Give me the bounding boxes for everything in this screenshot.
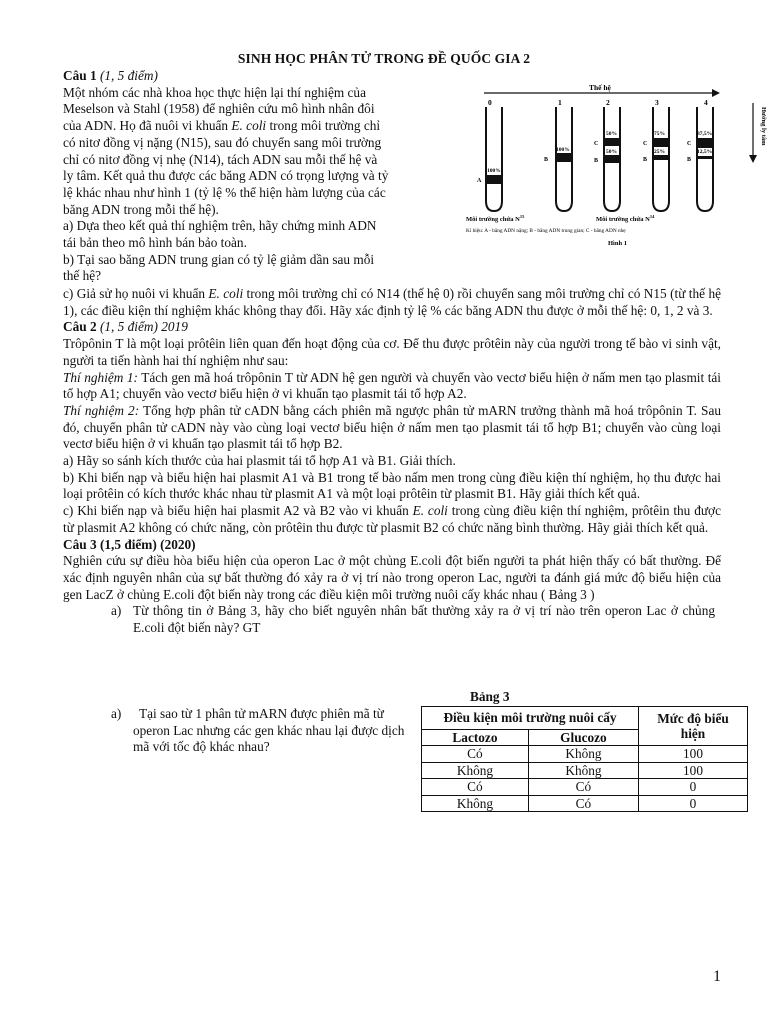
table-row	[422, 779, 748, 796]
q1-part-c: c) Giả sử họ nuôi vi khuẩn E. coli trong môi trường chỉ có N14 (thế hệ 0) rồi chuyển sang môi trường chỉ có N15 (từ thế hệ 1), các điều kiện thí nghiệm khác không thay đổi. Hãy xác định tỷ lệ % các băng ADN thu được ở mỗi thế hệ: 0, 1, 2 và 3.	[63, 286, 721, 318]
band-percent: 12,5%	[697, 149, 713, 155]
q1-part-b: b) Tại sao băng ADN trung gian có tỷ lệ giảm dần sau mỗi	[63, 251, 375, 267]
table-col-glucozo: Glucozo	[528, 729, 638, 746]
q1-intro-line: Meselson và Stahl (1958) để nghiên cứu mô hình nhân đôi	[63, 101, 375, 117]
band-percent: 50%	[606, 149, 617, 155]
q3-item-2: a) Tại sao từ 1 phân tử mARN được phiên mã từ operon Lac nhưng các gen khác nhau lại được dịch mã với tốc độ khác nhau?	[111, 706, 405, 755]
figure-caption: Hình 1	[608, 240, 627, 247]
q1-intro-line: lệ khác nhau như hình 1 (tỷ lệ % thể hiện hàm lượng của các	[63, 184, 386, 200]
table-row	[422, 746, 748, 763]
band-letter: B	[544, 157, 549, 163]
figure-legend: Kí hiệu: A - băng ADN nặng; B - băng ADN trung gian; C - băng ADN nhẹ	[466, 228, 626, 234]
q1-part-b: thế hệ?	[63, 268, 102, 284]
q2-part-c: c) Khi biến nạp và biểu hiện hai plasmit A2 và B2 vào vi khuẩn E. coli trong cùng điều kiện thí nghiệm, prôtêin thu được từ plasmit A2 không có chức năng, còn prôtêin thu được từ plasmit B2 có chức năng bình thường. Hãy giải thích kết quả.	[63, 503, 721, 535]
table-cell: Có	[422, 779, 529, 796]
env-n14-label: Môi trường chứa $N^{14}$	[596, 214, 655, 223]
gen-number: 3	[655, 98, 659, 107]
q1-intro-line: băng ADN trong mỗi thế hệ).	[63, 201, 219, 217]
table-cell: 100	[639, 746, 748, 763]
table-cell: 100	[639, 762, 748, 779]
page-title: SINH HỌC PHÂN TỬ TRONG ĐỀ QUỐC GIA 2	[237, 51, 531, 66]
gen-number: 4	[704, 98, 708, 107]
page-number: 1	[713, 968, 721, 985]
band-percent: 75%	[654, 131, 665, 137]
table-cell: Không	[422, 762, 529, 779]
table-col-lactozo: Lactozo	[422, 729, 529, 746]
table-cell: 0	[639, 795, 748, 812]
tube-gen-0	[477, 107, 502, 211]
q1-points: (1, 5 điểm)	[99, 68, 158, 83]
q2-experiment-1: Thí nghiệm 1: Tách gen mã hoá trôpônin T từ ADN hệ gen người và chuyển vào vectơ biểu hiện ở nấm men tạo plasmit tái tổ hợp A1; chuyển vào vectơ biểu hiện ở vi khuẩn tạo plasmit tái tổ hợp A2.	[63, 369, 721, 402]
table-cell: Có	[422, 746, 529, 763]
table-cell: 0	[639, 779, 748, 796]
figure-1	[466, 83, 767, 253]
table-cell: Có	[528, 779, 638, 796]
table-3	[421, 706, 748, 812]
tube-gen-1	[544, 107, 572, 211]
table-cell: Không	[422, 795, 529, 812]
q2-part-a: a) Hãy so sánh kích thước của hai plasmit tái tổ hợp A1 và B1. Giải thích.	[63, 453, 456, 469]
q3-intro: Nghiên cứu sự điều hòa biểu hiện của operon Lac ở một chủng E.coli đột biến người ta phát hiện thấy có bất thường. Để xác định nguyên nhân của sự bất thường đó xảy ra ở vị trí nào trong operon Lac, người ta đánh giá mức độ biểu hiện của gen LacZ ở chủng E.coli đột biến này trong các điều kiện môi trường nuôi cấy khác nhau ( Bảng 3 )	[63, 553, 721, 602]
q1-intro-line: ly tâm. Kết quả thu được các băng ADN có trọng lượng và tỷ	[63, 168, 389, 184]
q2-part-b: b) Khi biến nạp và biểu hiện hai plasmit A1 và B1 trong tế bào nấm men trong cùng điều kiện thí nghiệm, họ thu được hai loại prôtêin có kích thước khác nhau từ plasmit A1 và một loại prôtêin từ plasmit B1. Hãy giải thích kết quả.	[63, 469, 721, 502]
band-letter: C	[643, 141, 648, 147]
band-letter: B	[594, 158, 599, 164]
q2-experiment-2: Thí nghiệm 2: Tổng hợp phân tử cADN bằng cách phiên mã ngược phân tử mARN trưởng thành mã hoá trôpônin T. Sau đó, chuyển phân tử cADN này vào cùng loại vectơ biểu hiện ở nấm men tạo plasmit tái tổ hợp B1; chuyển vào cùng loại vectơ biểu hiện ở vi khuẩn tạo plasmit tái tổ hợp B2.	[63, 402, 721, 452]
band-letter: B	[643, 157, 648, 163]
q3-item-1: a) Từ thông tin ở Bảng 3, hãy cho biết nguyên nhân bất thường xảy ra ở vị trí nào trên operon Lac ở chủng E.coli đột biến này? GT	[111, 603, 715, 636]
table-cell: Không	[528, 746, 638, 763]
table-cell: Có	[528, 795, 638, 812]
table-row	[422, 795, 748, 812]
env-n15-label: Môi trường chứa $N^{15}$	[466, 214, 525, 223]
band-letter: A	[477, 178, 482, 184]
band-percent: 87,5%	[697, 131, 713, 137]
band-percent: 50%	[606, 131, 617, 137]
question-1-c-and-2	[63, 286, 721, 637]
q2-intro: Trôpônin T là một loại prôtêin liên quan đến hoạt động của cơ. Để thu được prôtêin này của người trong tế bào vi sinh vật, người ta tiến hành hai thí nghiệm như sau:	[63, 336, 721, 368]
q3-heading: Câu 3 (1,5 điểm) (2020)	[63, 536, 196, 552]
q2-heading: Câu 2	[63, 319, 97, 335]
gen-number: 1	[558, 98, 562, 107]
table-cell: Không	[528, 762, 638, 779]
band-letter: C	[687, 141, 692, 147]
question-1	[63, 68, 463, 285]
q1-part-a: tái bản theo mô hình bán bảo toàn.	[63, 235, 247, 251]
q1-intro-line: của ADN. Họ đã nuôi vi khuẩn E. coli trong môi trường chỉ	[63, 118, 381, 134]
generation-label: Thế hệ	[589, 83, 611, 92]
q1-intro-line: Một nhóm các nhà khoa học thực hiện lại thí nghiệm của	[63, 84, 366, 100]
band-letter: C	[594, 141, 599, 147]
q1-intro-line: chỉ có nitơ đồng vị nhẹ (N14), tách ADN sau mỗi thế hệ và	[63, 151, 378, 167]
gen-number: 0	[488, 98, 492, 107]
q2-points: (1, 5 điểm) 2019	[99, 319, 188, 335]
tube-gen-4	[687, 107, 713, 211]
q1-heading: Câu 1	[63, 68, 97, 83]
table-group-header: Điều kiện môi trường nuôi cấy	[422, 707, 639, 730]
tube-gen-2	[594, 107, 620, 211]
band-percent: 100%	[556, 147, 570, 153]
q1-intro-line: có nitơ đồng vị nặng (N15), sau đó chuyển sang môi trường	[63, 134, 382, 150]
tube-gen-3	[643, 107, 669, 211]
band-percent: 25%	[654, 149, 665, 155]
table-caption: Bảng 3	[470, 689, 510, 704]
table-header-row	[422, 707, 748, 730]
band-letter: B	[687, 157, 692, 163]
table-row	[422, 762, 748, 779]
q1-part-a: a) Dựa theo kết quả thí nghiệm trên, hãy chứng minh ADN	[63, 218, 377, 234]
gen-number: 2	[606, 98, 610, 107]
band-percent: 100%	[487, 168, 501, 174]
table-col-level: Mức độ biểu hiện	[639, 707, 748, 746]
centrifuge-direction-label: Hướng ly tâm	[760, 107, 767, 146]
